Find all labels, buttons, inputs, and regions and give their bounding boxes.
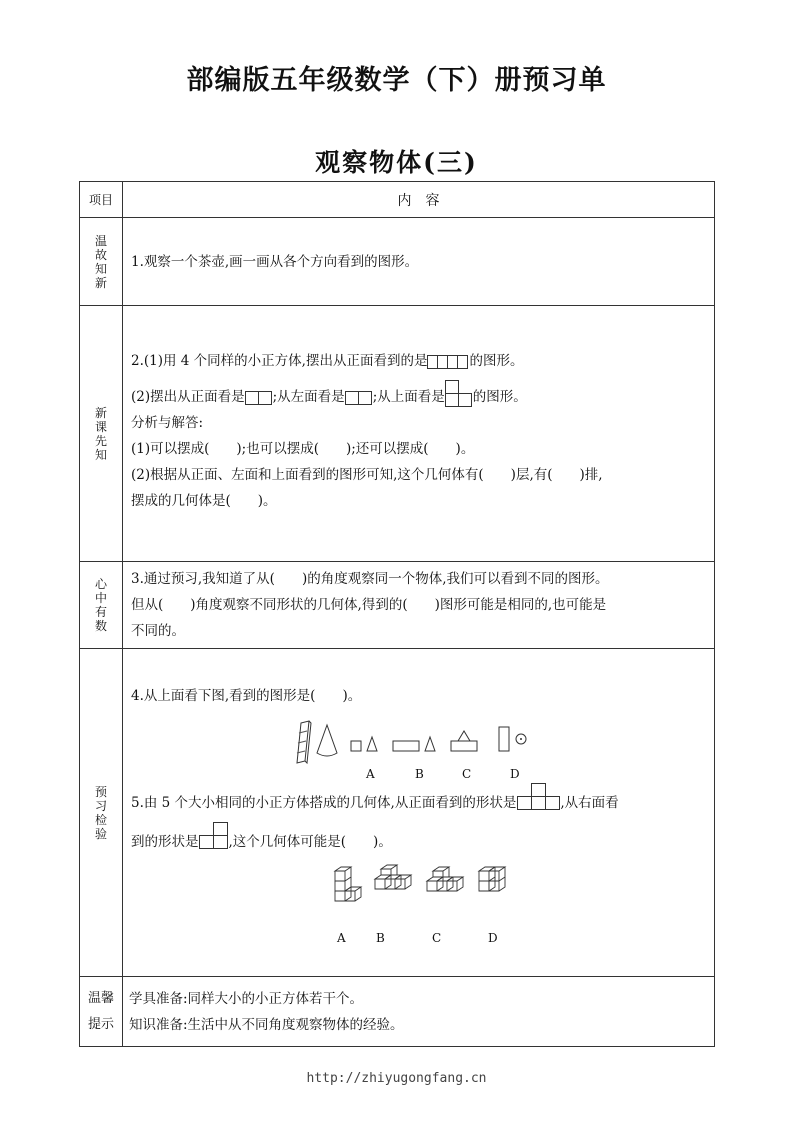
preview-table <box>79 181 715 1047</box>
reflection-content <box>123 562 715 649</box>
main-title: 部编版五年级数学（下）册预习单 <box>186 65 607 96</box>
new-lesson-content <box>123 306 715 562</box>
front-view-four-squares <box>427 355 469 369</box>
header-row <box>80 182 715 218</box>
q5-line1 <box>131 783 706 816</box>
q4-choice-c: C <box>462 767 472 781</box>
answer-2b: 摆成的几何体是( )。 <box>131 493 277 509</box>
q5-figure <box>331 863 706 945</box>
label-tips-2: 提示 <box>87 1016 114 1032</box>
q4-solids-icon <box>291 717 531 771</box>
footer-url: http://zhiyugongfang.cn <box>306 1071 487 1086</box>
q5-choice-a: A <box>337 931 346 945</box>
q2-part-b: ;从左面看是 <box>272 389 345 405</box>
q2-suffix: 的图形。 <box>469 353 524 369</box>
q5-part-c: 到的形状是 <box>131 834 199 850</box>
sub-title: 观察物体(三) <box>315 148 478 177</box>
label-check: 预习检验 <box>94 784 107 841</box>
header-content: 内 容 <box>123 182 715 218</box>
q3-line1: 3.通过预习,我知道了从( )的角度观察同一个物体,我们可以看到不同的图形。 <box>131 571 609 587</box>
row-label-check <box>80 649 123 977</box>
top-view-l-shape <box>445 380 473 407</box>
q2-prefix: 2.(1)用 4 个同样的小正方体,摆出从正面看到的是 <box>131 353 428 369</box>
tip-knowledge: 知识准备:生活中从不同角度观察物体的经验。 <box>129 1016 404 1033</box>
q5-choice-d: D <box>488 931 498 945</box>
header-item: 项目 <box>80 182 123 218</box>
row-reflection <box>80 562 715 649</box>
q5-part-b: ,从右面看 <box>560 795 619 811</box>
q2-part-c: ;从上面看是 <box>372 389 445 405</box>
review-content <box>123 218 715 306</box>
q2-part-a: (2)摆出从正面看是 <box>131 389 245 405</box>
answer-1: (1)可以摆成( );也可以摆成( );还可以摆成( )。 <box>131 441 475 457</box>
review-q1: 1.观察一个茶壶,画一画从各个方向看到的图形。 <box>131 253 419 270</box>
row-label-new <box>80 306 123 562</box>
answer-2a: (2)根据从正面、左面和上面看到的图形可知,这个几何体有( )层,有( )排, <box>131 467 603 483</box>
front-view-two-squares <box>245 391 273 405</box>
q5-right-view <box>199 822 229 850</box>
q5-cube-stacks-icon <box>331 863 521 913</box>
row-new-lesson <box>80 306 715 562</box>
check-content <box>123 649 715 977</box>
row-tips <box>80 977 715 1047</box>
q5-choice-b: B <box>376 931 385 945</box>
label-reflection: 心中有数 <box>94 577 107 633</box>
q5-part-a: 5.由 5 个大小相同的小正方体搭成的几何体,从正面看到的形状是 <box>131 795 517 811</box>
q4-figure <box>291 717 706 781</box>
left-view-two-squares <box>345 391 373 405</box>
q4-choice-a: A <box>366 767 375 781</box>
row-review <box>80 218 715 306</box>
q4-choice-b: B <box>415 767 424 781</box>
row-check <box>80 649 715 977</box>
q5-line2 <box>131 822 706 855</box>
label-new: 新课先知 <box>94 405 107 462</box>
q2-line2 <box>131 380 706 410</box>
label-review: 温故知新 <box>94 233 107 290</box>
label-tips-1: 温馨 <box>87 990 114 1006</box>
row-label-tips <box>80 977 123 1047</box>
q5-part-d: ,这个几何体可能是( )。 <box>228 834 392 850</box>
q2-part-d: 的图形。 <box>472 389 527 405</box>
analysis-label: 分析与解答: <box>131 415 204 431</box>
tip-tools: 学具准备:同样大小的小正方体若干个。 <box>129 990 364 1007</box>
row-label-review <box>80 218 123 306</box>
q4-text: 4.从上面看下图,看到的图形是( )。 <box>131 688 362 704</box>
q3-line2: 但从( )角度观察不同形状的几何体,得到的( )图形可能是相同的,也可能是 <box>131 597 607 613</box>
q5-choice-c: C <box>432 931 442 945</box>
q3-line3: 不同的。 <box>131 623 185 639</box>
row-label-reflection <box>80 562 123 649</box>
q5-front-view <box>516 783 560 811</box>
tips-content <box>123 977 715 1047</box>
q4-choice-d: D <box>510 767 520 781</box>
q2-line1 <box>131 348 706 374</box>
